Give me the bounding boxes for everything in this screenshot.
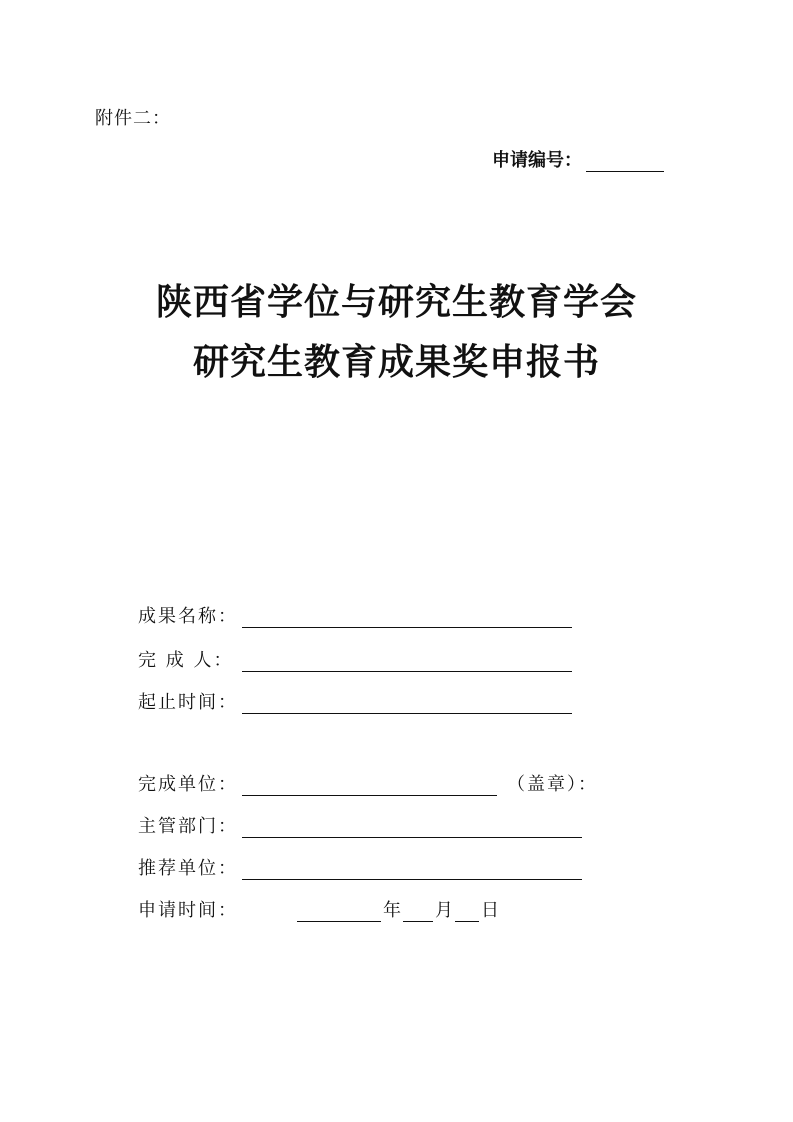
completing-unit-label: 完成单位： [138, 774, 238, 795]
year-blank[interactable] [297, 901, 381, 922]
day-unit: 日 [481, 900, 499, 921]
period-label: 起止时间： [138, 692, 238, 713]
application-date-label: 申请时间： [138, 900, 238, 921]
title-line-2: 研究生教育成果奖申报书 [192, 342, 600, 383]
month-unit: 月 [435, 900, 453, 921]
attachment-label: 附件二： [95, 108, 171, 129]
period-blank[interactable] [242, 693, 572, 714]
recommending-unit-blank[interactable] [242, 859, 582, 880]
application-date-field [138, 896, 501, 922]
completing-unit-field [138, 770, 598, 796]
achievement-name-label: 成果名称： [138, 606, 238, 627]
title-line-1: 陕西省学位与研究生教育学会 [155, 282, 637, 323]
application-number-label: 申请编号： [492, 150, 582, 171]
achievement-name-blank[interactable] [242, 607, 572, 628]
day-blank[interactable] [455, 901, 479, 922]
application-number-blank[interactable] [586, 150, 664, 172]
supervising-dept-label: 主管部门： [138, 816, 238, 837]
month-blank[interactable] [403, 901, 433, 922]
completed-by-field [138, 646, 572, 672]
application-number-field [492, 146, 664, 172]
year-unit: 年 [383, 900, 401, 921]
recommending-unit-label: 推荐单位： [138, 858, 238, 879]
supervising-dept-blank[interactable] [242, 817, 582, 838]
completed-by-label: 完 成 人： [138, 650, 234, 671]
seal-note: （盖章）： [507, 774, 598, 795]
supervising-dept-field [138, 812, 582, 838]
recommending-unit-field [138, 854, 582, 880]
achievement-name-field [138, 602, 572, 628]
period-field [138, 688, 572, 714]
completing-unit-blank[interactable] [242, 775, 497, 796]
completed-by-blank[interactable] [242, 651, 572, 672]
